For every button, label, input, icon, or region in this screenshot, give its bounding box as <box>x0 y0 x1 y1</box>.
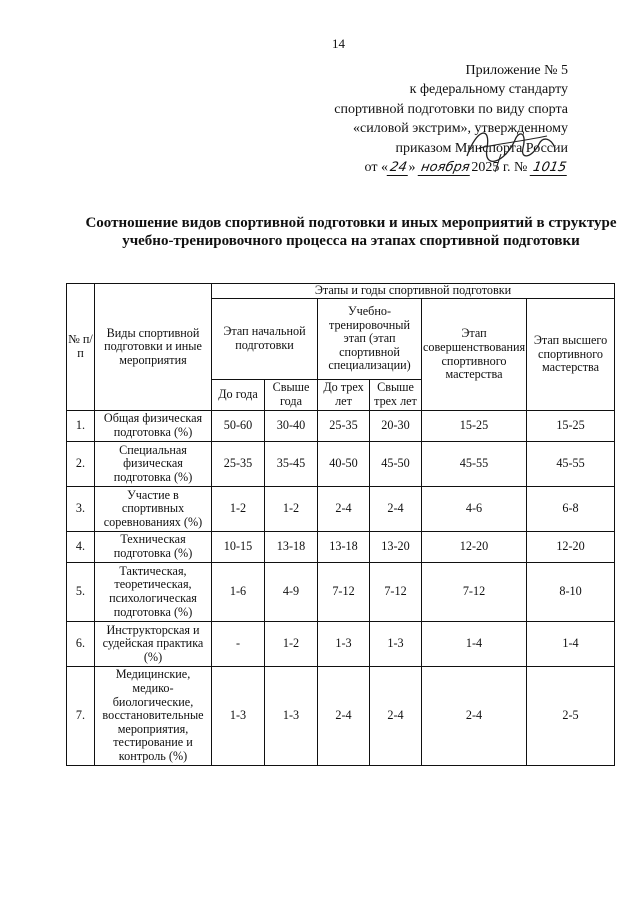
header-over-three: Свыше трех лет <box>370 380 422 411</box>
cell-value: - <box>212 622 265 667</box>
header-stages: Этапы и годы спортивной подготовки <box>212 284 615 299</box>
cell-value: 25-35 <box>212 442 265 487</box>
order-mid: » <box>408 160 416 176</box>
table-row <box>67 667 615 766</box>
cell-value: 2-4 <box>422 667 527 766</box>
order-day: 24 <box>387 161 410 176</box>
appendix-title: Приложение № 5 <box>465 63 568 78</box>
page-number: 14 <box>332 36 345 51</box>
header-stage-higher: Этап высшего спортивного мастерства <box>527 299 615 411</box>
cell-value: 1-2 <box>265 622 318 667</box>
title-line-2: учебно-тренировочного процесса на этапах спортивной подготовки <box>122 233 580 249</box>
table-row <box>67 563 615 622</box>
cell-value: 30-40 <box>265 411 318 442</box>
row-label: Общая физическая подготовка (%) <box>95 411 212 442</box>
row-number: 6. <box>67 622 95 667</box>
cell-value: 2-4 <box>370 667 422 766</box>
cell-value: 1-3 <box>265 667 318 766</box>
row-number: 2. <box>67 442 95 487</box>
title-line-1: Соотношение видов спортивной подготовки и иных мероприятий в структуре <box>85 215 617 231</box>
cell-value: 45-55 <box>422 442 527 487</box>
cell-value: 1-3 <box>212 667 265 766</box>
row-number: 4. <box>67 532 95 563</box>
cell-value: 1-6 <box>212 563 265 622</box>
cell-value: 35-45 <box>265 442 318 487</box>
row-label: Участие в спортивных соревнованиях (%) <box>95 487 212 532</box>
cell-value: 15-25 <box>422 411 527 442</box>
row-label: Медицинские, медико-биологические, восстановительные мероприятия, тестирование и контроль (%) <box>95 667 212 766</box>
header-over-year: Свыше года <box>265 380 318 411</box>
row-label: Инструкторская и судейская практика (%) <box>95 622 212 667</box>
cell-value: 1-3 <box>370 622 422 667</box>
cell-value: 2-4 <box>318 487 370 532</box>
row-number: 7. <box>67 667 95 766</box>
cell-value: 1-2 <box>265 487 318 532</box>
cell-value: 20-30 <box>370 411 422 442</box>
cell-value: 12-20 <box>422 532 527 563</box>
cell-value: 2-5 <box>527 667 615 766</box>
header-number: № п/п <box>67 284 95 411</box>
row-number: 3. <box>67 487 95 532</box>
cell-value: 40-50 <box>318 442 370 487</box>
cell-value: 1-4 <box>422 622 527 667</box>
cell-value: 15-25 <box>527 411 615 442</box>
table-row <box>67 411 615 442</box>
appendix-line-order: приказом Минспорта России <box>395 140 568 156</box>
cell-value: 13-20 <box>370 532 422 563</box>
cell-value: 1-4 <box>527 622 615 667</box>
order-month: ноября <box>418 161 473 176</box>
header-stage-training: Учебно-тренировочный этап (этап спортивной специализации) <box>318 299 422 380</box>
cell-value: 50-60 <box>212 411 265 442</box>
row-label: Тактическая, теоретическая, психологическая подготовка (%) <box>95 563 212 622</box>
signature-icon <box>457 118 562 176</box>
header-kind: Виды спортивной подготовки и иные мероприятия <box>95 284 212 411</box>
cell-value: 45-55 <box>527 442 615 487</box>
table-row <box>67 487 615 532</box>
row-number: 5. <box>67 563 95 622</box>
order-prefix: от « <box>364 160 388 176</box>
header-stage-improvement: Этап совершенствования спортивного мастерства <box>422 299 527 411</box>
cell-value: 10-15 <box>212 532 265 563</box>
training-ratio-table <box>66 283 615 766</box>
row-number: 1. <box>67 411 95 442</box>
header-stage-initial: Этап начальной подготовки <box>212 299 318 380</box>
cell-value: 45-50 <box>370 442 422 487</box>
cell-value: 12-20 <box>527 532 615 563</box>
table-row <box>67 442 615 487</box>
row-label: Техническая подготовка (%) <box>95 532 212 563</box>
cell-value: 13-18 <box>265 532 318 563</box>
appendix-line-standard: к федеральному стандарту <box>409 82 568 98</box>
table-row <box>67 532 615 563</box>
cell-value: 1-2 <box>212 487 265 532</box>
cell-value: 4-9 <box>265 563 318 622</box>
document-title <box>60 214 640 250</box>
header-upto-three: До трех лет <box>318 380 370 411</box>
cell-value: 7-12 <box>422 563 527 622</box>
cell-value: 1-3 <box>318 622 370 667</box>
row-label: Специальная физическая подготовка (%) <box>95 442 212 487</box>
cell-value: 7-12 <box>318 563 370 622</box>
cell-value: 6-8 <box>527 487 615 532</box>
cell-value: 13-18 <box>318 532 370 563</box>
table-row <box>67 622 615 667</box>
cell-value: 8-10 <box>527 563 615 622</box>
header-upto-year: До года <box>212 380 265 411</box>
appendix-line-approved: «силовой экстрим», утвержденному <box>353 121 568 137</box>
cell-value: 2-4 <box>318 667 370 766</box>
cell-value: 4-6 <box>422 487 527 532</box>
order-number: 1015 <box>530 161 570 176</box>
cell-value: 7-12 <box>370 563 422 622</box>
appendix-line-sport: спортивной подготовки по виду спорта <box>334 101 568 117</box>
cell-value: 2-4 <box>370 487 422 532</box>
order-year: 2025 г. № <box>471 160 528 176</box>
cell-value: 25-35 <box>318 411 370 442</box>
